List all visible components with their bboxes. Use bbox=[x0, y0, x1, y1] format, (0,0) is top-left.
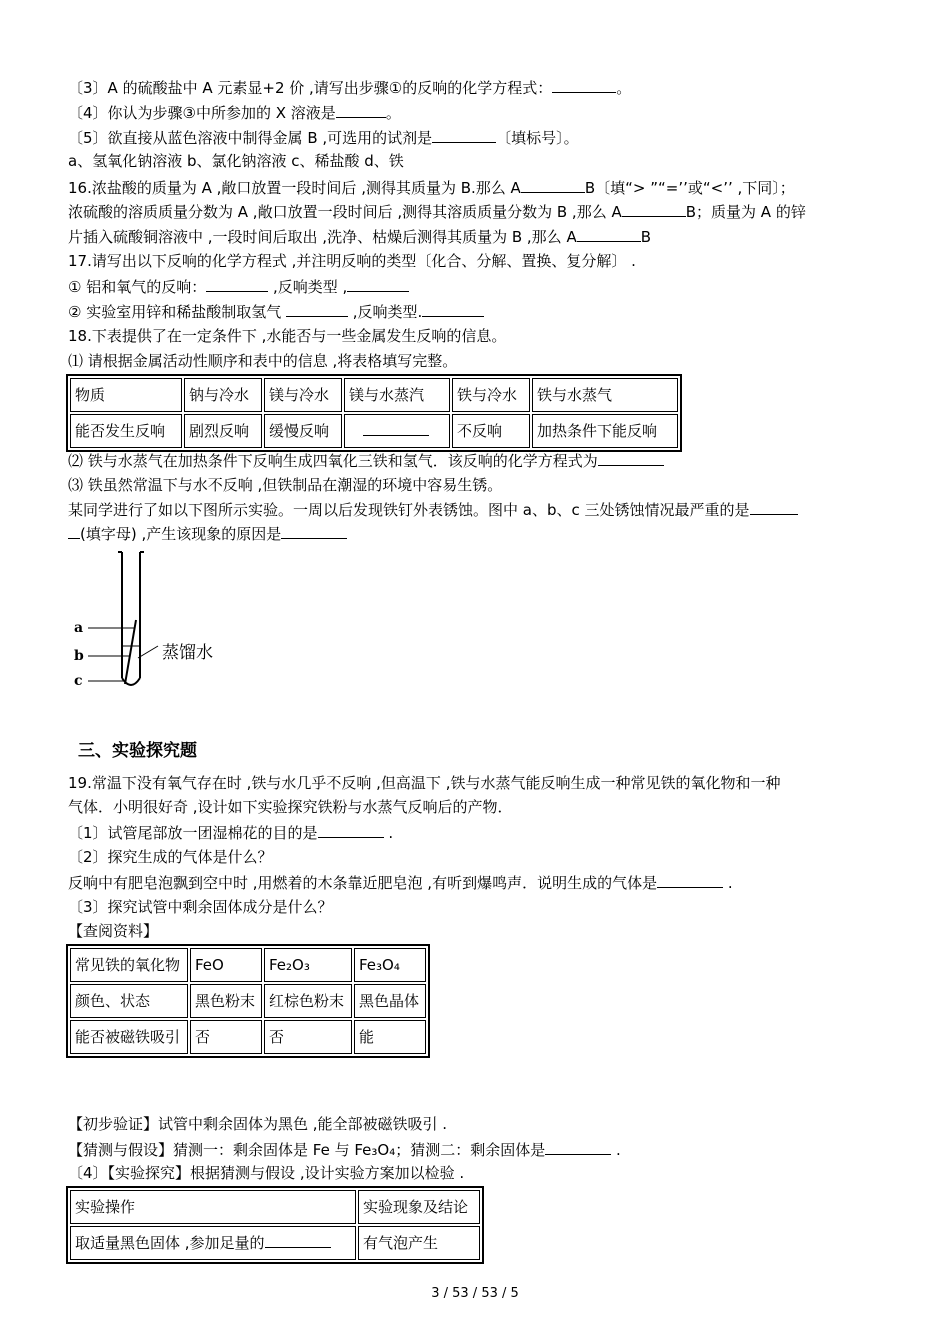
line-text-mid: ,反响类型 bbox=[348, 303, 418, 321]
line-text: 气体．小明很好奇 ,设计如下实验探究铁粉与水蒸气反响后的产物． bbox=[68, 798, 513, 816]
text-line bbox=[68, 796, 513, 818]
table-cell: 能否被磁铁吸引 bbox=[70, 1020, 188, 1054]
table-cell: 缓慢反响 bbox=[264, 414, 342, 448]
table-row bbox=[70, 984, 426, 1018]
answer-blank bbox=[422, 300, 484, 317]
table-cell: 黑色晶体 bbox=[354, 984, 426, 1018]
table-cell: 钠与冷水 bbox=[184, 378, 262, 412]
table-cell: 不反响 bbox=[452, 414, 530, 448]
line-text-after: (填字母) ,产生该现象的原因是 bbox=[80, 525, 282, 543]
table-row bbox=[70, 378, 678, 412]
table-cell: 铁与水蒸气 bbox=[532, 378, 678, 412]
text-line bbox=[68, 772, 780, 794]
line-text-after: 。 bbox=[616, 79, 632, 97]
line-text: 片插入硫酸铜溶液中 ,一段时间后取出 ,洗净、枯燥后测得其质量为 B ,那么 A bbox=[68, 228, 577, 246]
experiment-table bbox=[66, 1186, 484, 1264]
answer-blank bbox=[318, 821, 384, 838]
line-text: 【初步验证】试管中剩余固体为黑色 ,能全部被磁铁吸引 . bbox=[68, 1115, 448, 1133]
answer-blank bbox=[552, 76, 616, 93]
line-text-after: . bbox=[611, 1141, 621, 1159]
text-line bbox=[68, 176, 795, 199]
answer-blank bbox=[206, 275, 268, 292]
cell-text: 取适量黑色固体 ,参加足量的 bbox=[75, 1234, 265, 1252]
metal-water-table bbox=[66, 374, 682, 452]
table-cell: 否 bbox=[190, 1020, 262, 1054]
table-cell: 能否发生反响 bbox=[70, 414, 182, 448]
text-line bbox=[68, 522, 347, 545]
text-line bbox=[68, 101, 401, 124]
table-cell: 红棕色粉末 bbox=[264, 984, 352, 1018]
answer-blank bbox=[336, 101, 386, 118]
answer-blank bbox=[68, 522, 80, 539]
table-cell: 实验操作 bbox=[70, 1190, 356, 1224]
section-title: 三、实验探究题 bbox=[78, 741, 197, 761]
table-cell: 镁与冷水 bbox=[264, 378, 342, 412]
table-cell: 剧烈反响 bbox=[184, 414, 262, 448]
text-line bbox=[68, 300, 484, 323]
line-text-after: B〔填“> ”“=’’或“<’’ ,下同〕； bbox=[584, 179, 795, 197]
line-text: 〔2〕探究生成的气体是什么？ bbox=[68, 848, 273, 866]
table-cell: 常见铁的氧化物 bbox=[70, 948, 188, 982]
iron-oxide-table bbox=[66, 944, 430, 1058]
answer-blank bbox=[286, 300, 348, 317]
line-text: 〔3〕探究试管中剩余固体成分是什么？ bbox=[68, 898, 333, 916]
text-line bbox=[68, 325, 506, 347]
table-row bbox=[70, 1020, 426, 1054]
answer-blank bbox=[657, 871, 723, 888]
text-line bbox=[68, 350, 457, 372]
text-line bbox=[68, 1138, 621, 1161]
text-line bbox=[68, 920, 158, 942]
line-text-after: B；质量为 A 的锌 bbox=[685, 203, 806, 221]
line-text: 〔5〕欲直接从蓝色溶液中制得金属 B ,可选用的试剂是 bbox=[68, 129, 433, 147]
line-text-after: , bbox=[337, 278, 348, 296]
text-line bbox=[68, 126, 579, 149]
answer-blank bbox=[347, 275, 409, 292]
line-text-after: . bbox=[383, 824, 394, 842]
answer-blank bbox=[281, 522, 347, 539]
label-a: a bbox=[74, 620, 84, 636]
table-row bbox=[70, 948, 426, 982]
text-line bbox=[68, 275, 409, 298]
line-text-after: 〔填标号〕。 bbox=[496, 129, 579, 147]
test-tube-figure bbox=[70, 550, 240, 695]
line-text: ⑴ 请根据金属活动性顺序和表中的信息 ,将表格填写完整。 bbox=[68, 352, 458, 370]
text-line bbox=[68, 76, 631, 99]
table-cell: Fe₃O₄ bbox=[354, 948, 426, 982]
table-cell: 能 bbox=[354, 1020, 426, 1054]
table-cell: 加热条件下能反响 bbox=[532, 414, 678, 448]
text-line bbox=[68, 225, 651, 248]
answer-blank bbox=[577, 225, 641, 242]
text-line bbox=[68, 871, 733, 894]
text-line bbox=[68, 150, 404, 172]
answer-blank bbox=[521, 176, 585, 193]
text-line bbox=[68, 896, 333, 918]
text-line bbox=[68, 250, 636, 272]
table-cell bbox=[70, 1226, 356, 1260]
table-cell: 黑色粉末 bbox=[190, 984, 262, 1018]
answer-blank bbox=[432, 126, 496, 143]
table-cell: 有气泡产生 bbox=[358, 1226, 480, 1260]
text-line bbox=[68, 474, 502, 496]
table-cell: 铁与冷水 bbox=[452, 378, 530, 412]
water-label: 蒸馏水 bbox=[162, 643, 213, 663]
line-text: ⑵ 铁与水蒸气在加热条件下反响生成四氧化三铁和氢气．该反响的化学方程式为 bbox=[68, 452, 598, 470]
text-line bbox=[68, 1162, 464, 1184]
text-line bbox=[68, 200, 806, 223]
table-cell: 镁与水蒸汽 bbox=[344, 378, 450, 412]
answer-blank bbox=[750, 498, 798, 515]
label-b: b bbox=[74, 648, 84, 664]
line-text: ⑶ 铁虽然常温下与水不反响 ,但铁制品在潮湿的环境中容易生锈。 bbox=[68, 476, 503, 494]
answer-blank-cell bbox=[344, 414, 450, 448]
line-text: a、氢氧化钠溶液 b、氯化钠溶液 c、稀盐酸 d、铁 bbox=[68, 152, 404, 170]
answer-blank bbox=[598, 449, 664, 466]
text-line bbox=[68, 846, 273, 868]
line-text-after: 。 bbox=[385, 104, 401, 122]
iron-nail bbox=[125, 620, 136, 684]
line-text: 16.浓盐酸的质量为 A ,敞口放置一段时间后 ,测得其质量为 B.那么 A bbox=[68, 179, 521, 197]
line-text-after: . bbox=[417, 303, 423, 321]
line-text-mid: ,反响类型 bbox=[268, 278, 338, 296]
table-row bbox=[70, 414, 678, 448]
line-text-after: B bbox=[640, 228, 651, 246]
line-text: 某同学进行了如以下图所示实验。一周以后发现铁钉外表锈蚀。图中 a、b、c 三处锈蚀情况最严重的是 bbox=[68, 501, 750, 519]
answer-blank bbox=[622, 200, 686, 217]
text-line bbox=[68, 498, 798, 521]
line-text: 〔1〕试管尾部放一团湿棉花的目的是 bbox=[68, 824, 318, 842]
table-cell: 颜色、状态 bbox=[70, 984, 188, 1018]
answer-blank bbox=[545, 1138, 611, 1155]
text-line bbox=[68, 821, 393, 844]
line-text: 反响中有肥皂泡飘到空中时 ,用燃着的木条靠近肥皂泡 ,有听到爆鸣声．说明生成的气体是 bbox=[68, 874, 658, 892]
table-row bbox=[70, 1226, 480, 1260]
text-line bbox=[68, 1113, 447, 1135]
line-text: 18.下表提供了在一定条件下 ,水能否与一些金属发生反响的信息。 bbox=[68, 327, 507, 345]
line-text: 17.请写出以下反响的化学方程式 ,并注明反响的类型〔化合、分解、置换、复分解〕 . bbox=[68, 252, 636, 270]
line-text: 【猜测与假设】猜测一：剩余固体是 Fe 与 Fe₃O₄；猜测二：剩余固体是 bbox=[68, 1141, 546, 1159]
label-c: c bbox=[74, 673, 83, 689]
line-text-after: . bbox=[723, 874, 733, 892]
text-line bbox=[68, 449, 664, 472]
table-row bbox=[70, 1190, 480, 1224]
line-text: ① 铝和氧气的反响： bbox=[68, 278, 207, 296]
line-text: ② 实验室用锌和稀盐酸制取氢气 bbox=[68, 303, 286, 321]
table-cell: 否 bbox=[264, 1020, 352, 1054]
line-text: 浓硫酸的溶质质量分数为 A ,敞口放置一段时间后 ,测得其溶质质量分数为 B ,那么 A bbox=[68, 203, 622, 221]
line-text: 19.常温下没有氧气存在时 ,铁与水几乎不反响 ,但高温下 ,铁与水蒸气能反响生成一种常见铁的氧化物和一种 bbox=[68, 774, 781, 792]
page-footer: 3 / 53 / 53 / 5 bbox=[431, 1286, 519, 1301]
line-text: 〔3〕A 的硫酸盐中 A 元素显+2 价 ,请写出步骤①的反响的化学方程式： bbox=[68, 79, 553, 97]
table-cell: 实验现象及结论 bbox=[358, 1190, 480, 1224]
table-cell: Fe₂O₃ bbox=[264, 948, 352, 982]
line-text: 〔4〕你认为步骤③中所参加的 X 溶液是 bbox=[68, 104, 336, 122]
table-cell: FeO bbox=[190, 948, 262, 982]
line-text: 【查阅资料】 bbox=[68, 922, 159, 940]
table-cell: 物质 bbox=[70, 378, 182, 412]
line-text: 〔4〕【实验探究】根据猜测与假设 ,设计实验方案加以检验 . bbox=[68, 1164, 465, 1182]
